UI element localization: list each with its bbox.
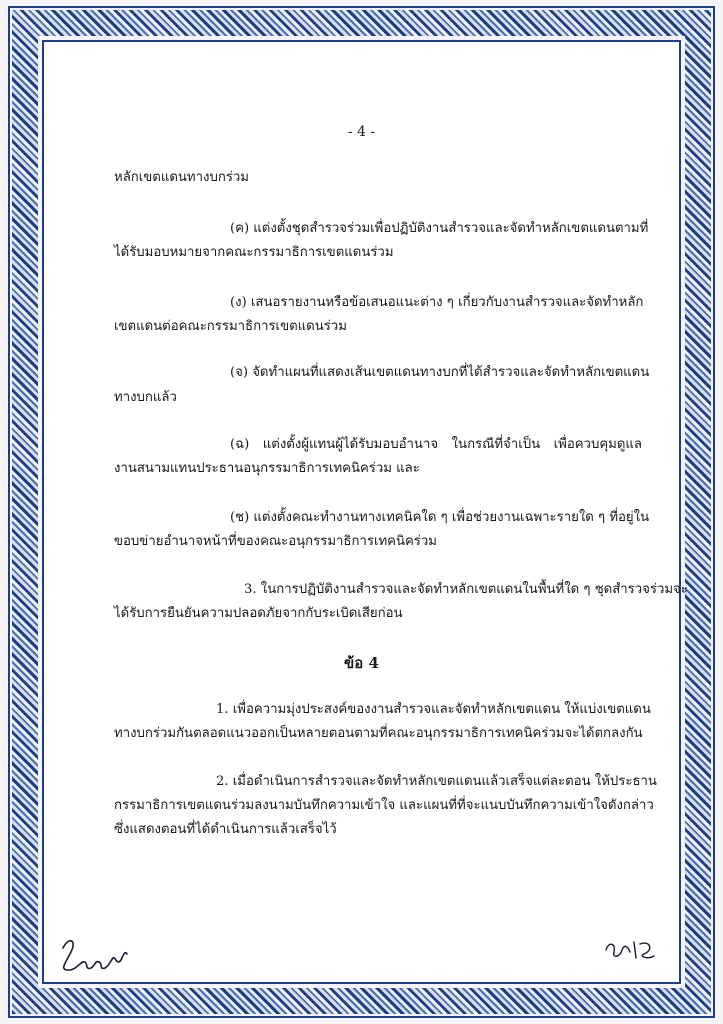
text-line: ทางบกร่วมกันตลอดแนวออกเป็นหลายตอนตามที่คณะอนุกรรมาธิการเทคนิคร่วมจะได้ตกลงกัน: [114, 726, 643, 741]
signature-right: [600, 928, 660, 968]
text-line: ซึ่งแสดงตอนที่ได้ดำเนินการแล้วเสร็จไว้: [114, 822, 337, 837]
text-line: (จ) จัดทำแผนที่แสดงเส้นเขตแดนทางบกที่ได้สำรวจและจัดทำหลักเขตแดน: [230, 365, 650, 380]
text-line: (ง) เสนอรายงานหรือข้อเสนอแนะต่าง ๆ เกี่ยวกับงานสำรวจและจัดทำหลัก: [230, 295, 644, 310]
page-number: - 4 -: [347, 124, 376, 140]
text-line: เขตแดนต่อคณะกรรมาธิการเขตแดนร่วม: [114, 319, 347, 334]
text-line: (ช) แต่งตั้งคณะทำงานทางเทคนิคใด ๆ เพื่อช่วยงานเฉพาะรายใด ๆ ที่อยู่ใน: [230, 510, 650, 525]
text-line: 1. เพื่อความมุ่งประสงค์ของงานสำรวจและจัดทำหลักเขตแดน ให้แบ่งเขตแดน: [216, 702, 651, 717]
text-line: ทางบกแล้ว: [114, 390, 177, 405]
text-line: หลักเขตแดนทางบกร่วม: [114, 170, 249, 185]
text-line: ได้รับการยืนยันความปลอดภัยจากกับระเบิดเสียก่อน: [114, 606, 403, 621]
text-line: กรรมาธิการเขตแดนร่วมลงนามบันทึกความเข้าใจ และแผนที่ที่จะแนบบันทึกความเข้าใจดังกล่าว: [114, 798, 654, 813]
text-line: 3. ในการปฏิบัติงานสำรวจและจัดทำหลักเขตแดนในพื้นที่ใด ๆ ชุดสำรวจร่วมจะ: [244, 582, 688, 597]
text-line: 2. เมื่อดำเนินการสำรวจและจัดทำหลักเขตแดนแล้วเสร็จแต่ละตอน ให้ประธาน: [216, 774, 657, 789]
signature-left: [55, 930, 135, 980]
text-line: (ฉ) แต่งตั้งผู้แทนผู้ได้รับมอบอำนาจ ในกรณีที่จำเป็น เพื่อควบคุมดูแล: [230, 437, 642, 452]
text-line: ได้รับมอบหมายจากคณะกรรมาธิการเขตแดนร่วม: [114, 245, 394, 260]
text-line: (ค) แต่งตั้งชุดสำรวจร่วมเพื่อปฏิบัติงานสำรวจและจัดทำหลักเขตแดนตามที่: [230, 221, 649, 236]
section-heading: ข้อ 4: [344, 654, 379, 672]
text-line: ขอบข่ายอำนาจหน้าที่ของคณะอนุกรรมาธิการเทคนิคร่วม: [114, 534, 437, 549]
text-line: งานสนามแทนประธานอนุกรรมาธิการเทคนิคร่วม และ: [114, 461, 420, 476]
